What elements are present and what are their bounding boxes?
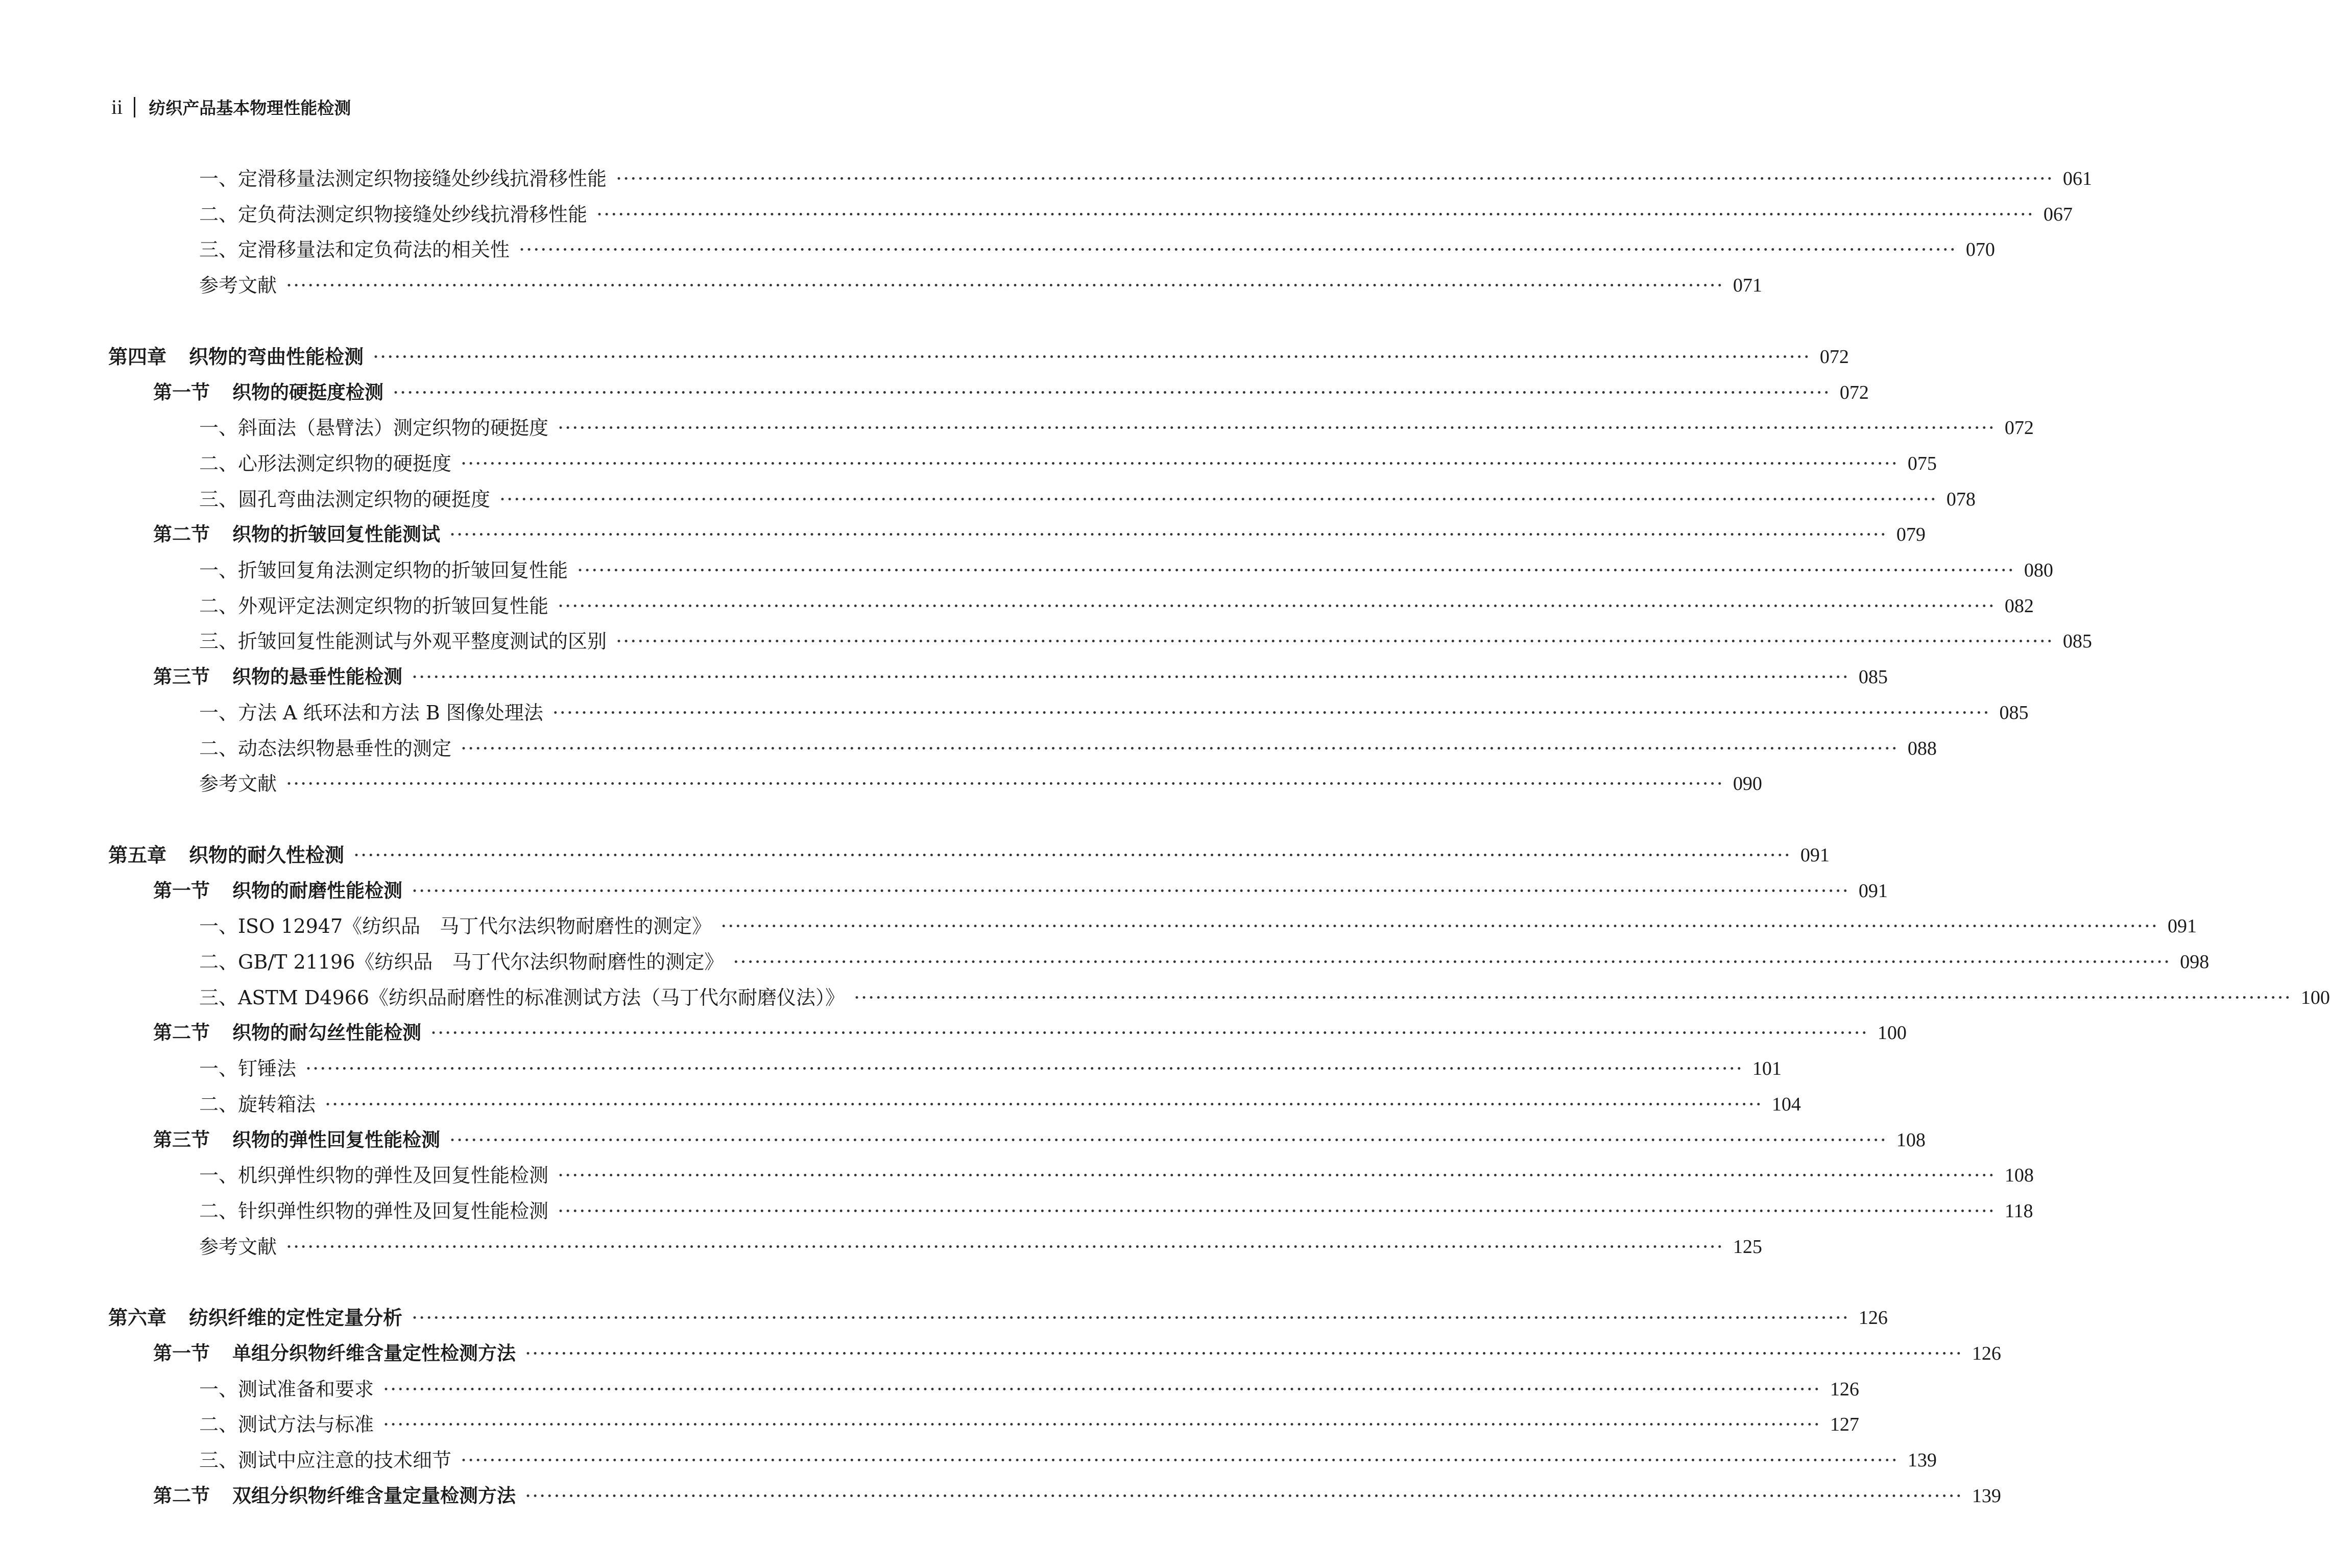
toc-entry-number: 三、 bbox=[199, 630, 238, 653]
toc-entry-label bbox=[108, 1302, 402, 1333]
toc-entry-label bbox=[108, 342, 364, 372]
toc-entry-number: 第二节 bbox=[153, 523, 210, 546]
toc-entry-label bbox=[153, 876, 402, 906]
dot-leader: ········································································································································································································ bbox=[449, 523, 1887, 546]
toc-item[interactable] bbox=[199, 199, 2073, 230]
dot-leader: ········································································································································································································ bbox=[412, 666, 1849, 689]
dot-leader: ········································································································································································································ bbox=[461, 452, 1899, 475]
toc-entry-label bbox=[199, 413, 548, 443]
toc-entry-label bbox=[153, 662, 402, 692]
toc-entry-title: ASTM D4966《纺织品耐磨性的标准测试方法（马丁代尔耐磨仪法）》 bbox=[238, 986, 845, 1009]
toc-entry-label bbox=[199, 911, 711, 942]
toc-page-number: 088 bbox=[1907, 737, 1937, 759]
dot-leader: ········································································································································································································ bbox=[393, 381, 1831, 404]
toc-entry-number: 一、 bbox=[199, 1164, 238, 1187]
toc-page-number: 075 bbox=[1907, 452, 1937, 474]
toc-item[interactable] bbox=[199, 1196, 2033, 1226]
toc-entry-label bbox=[153, 1125, 440, 1155]
dot-leader: ········································································································································································································ bbox=[286, 1235, 1724, 1258]
toc-entry-title: 织物的弹性回复性能检测 bbox=[232, 1128, 440, 1151]
toc-page-number: 125 bbox=[1733, 1236, 1762, 1258]
toc-page-number: 091 bbox=[1800, 844, 1830, 866]
toc-entry-label bbox=[199, 1089, 316, 1120]
toc-entry-title: 外观评定法测定织物的折皱回复性能 bbox=[238, 594, 549, 617]
toc-entry-title: 织物的耐磨性能检测 bbox=[232, 879, 402, 902]
toc-entry-number: 第三节 bbox=[153, 666, 210, 688]
toc-entry-title: 织物的耐勾丝性能检测 bbox=[232, 1022, 421, 1044]
toc-entry-label bbox=[199, 697, 543, 728]
toc-entry-number: 二、 bbox=[199, 594, 238, 617]
dot-leader: ········································································································································································································ bbox=[305, 1057, 1743, 1080]
toc-page-number: 098 bbox=[2180, 951, 2209, 973]
toc-page-number: 108 bbox=[1896, 1129, 1926, 1151]
toc-entry-label bbox=[108, 840, 344, 871]
toc-entry-title: 测试准备和要求 bbox=[238, 1378, 374, 1401]
book-title: 纺织产品基本物理性能检测 bbox=[149, 98, 351, 118]
toc-entry-number: 第一节 bbox=[153, 1342, 210, 1364]
toc-entry-title: 单组分织物纤维含量定性检测方法 bbox=[232, 1342, 516, 1364]
toc-entry-title: 定滑移量法和定负荷法的相关性 bbox=[238, 238, 510, 261]
toc-entry-title: 测试方法与标准 bbox=[238, 1413, 374, 1436]
toc-item[interactable] bbox=[199, 163, 2092, 194]
toc-page-number: 139 bbox=[1907, 1450, 1937, 1471]
toc-entry-label bbox=[199, 1053, 296, 1084]
toc-entry-number: 二、 bbox=[199, 452, 238, 475]
toc-entry-number: 第三节 bbox=[153, 1128, 210, 1151]
toc-entry-label bbox=[199, 234, 510, 265]
dot-leader: ········································································································································································································ bbox=[373, 345, 1811, 368]
dot-leader: ········································································································································································································ bbox=[616, 630, 2054, 653]
toc-entry-title: 旋转箱法 bbox=[238, 1093, 316, 1116]
toc-entry-title: ISO 12947《纺织品 马丁代尔法织物耐磨性的测定》 bbox=[238, 915, 712, 938]
toc-entry-title: 折皱回复性能测试与外观平整度测试的区别 bbox=[238, 630, 607, 653]
toc-page-number: 070 bbox=[1965, 239, 1995, 261]
toc-entry-label bbox=[153, 1481, 516, 1511]
toc-entry-number: 第一节 bbox=[153, 381, 210, 403]
toc-item[interactable] bbox=[199, 1445, 1937, 1476]
dot-leader: ········································································································································································································ bbox=[558, 417, 1996, 440]
toc-page-number: 085 bbox=[1858, 666, 1888, 688]
toc-entry-number: 三、 bbox=[199, 1449, 238, 1472]
toc-entry-label bbox=[199, 270, 277, 301]
toc-page-number: 078 bbox=[1946, 488, 1976, 510]
toc-page-number: 080 bbox=[2024, 560, 2053, 581]
toc-item[interactable] bbox=[199, 234, 1995, 265]
dot-leader: ········································································································································································································ bbox=[854, 986, 2292, 1009]
toc-page-number: 085 bbox=[1999, 702, 2029, 723]
toc-entry-number: 二、 bbox=[199, 951, 238, 973]
toc-entry-number: 第一节 bbox=[153, 879, 210, 902]
toc-entry-number: 一、 bbox=[199, 701, 238, 724]
toc-page-number: 079 bbox=[1896, 524, 1926, 546]
toc-entry-title: 测试中应注意的技术细节 bbox=[238, 1449, 452, 1472]
toc-entry-title: 织物的折皱回复性能测试 bbox=[232, 523, 440, 546]
dot-leader: ········································································································································································································ bbox=[558, 594, 1996, 617]
toc-item[interactable] bbox=[199, 982, 2330, 1013]
toc-entry-number: 三、 bbox=[199, 238, 238, 261]
toc-chapter[interactable] bbox=[108, 840, 1830, 871]
toc-page-number: 126 bbox=[1830, 1378, 1859, 1400]
toc-entry-number: 一、 bbox=[199, 167, 238, 190]
toc-item[interactable] bbox=[199, 697, 2029, 728]
dot-leader: ········································································································································································································ bbox=[558, 1164, 1996, 1187]
toc-entry-label bbox=[153, 1018, 421, 1048]
toc-page-number: 071 bbox=[1733, 275, 1762, 297]
toc-item[interactable] bbox=[199, 1089, 1801, 1120]
dot-leader: ········································································································································································································ bbox=[383, 1413, 1821, 1436]
toc-page-number: 067 bbox=[2043, 203, 2073, 225]
toc-entry-title: 定滑移量法测定织物接缝处纱线抗滑移性能 bbox=[238, 167, 607, 190]
toc-entry-title: 斜面法（悬臂法）测定织物的硬挺度 bbox=[238, 417, 549, 440]
toc-page-number: 118 bbox=[2004, 1200, 2033, 1222]
dot-leader: ········································································································································································································ bbox=[412, 1307, 1849, 1330]
toc-entry-label bbox=[199, 982, 845, 1013]
dot-leader: ········································································································································································································ bbox=[720, 915, 2159, 938]
toc-entry-number: 一、 bbox=[199, 1057, 238, 1080]
toc-page-number: 126 bbox=[1972, 1343, 2001, 1364]
toc-entry-label bbox=[153, 519, 440, 550]
toc-entry-title: 织物的弯曲性能检测 bbox=[189, 345, 364, 368]
toc-entry-title: 纺织纤维的定性定量分析 bbox=[189, 1306, 403, 1330]
toc-section[interactable] bbox=[153, 519, 1926, 550]
toc-chapter[interactable] bbox=[108, 342, 1849, 372]
toc-item[interactable] bbox=[199, 555, 2053, 586]
toc-entry-label bbox=[153, 1338, 516, 1369]
dot-leader: ········································································································································································································ bbox=[286, 773, 1724, 795]
toc-entry-title: 钉锤法 bbox=[238, 1057, 297, 1080]
toc-page-number: 091 bbox=[1858, 880, 1888, 902]
dot-leader: ········································································································································································································ bbox=[577, 559, 2015, 582]
toc-entry-number: 二、 bbox=[199, 1093, 238, 1116]
toc-entry-title: 针织弹性织物的弹性及回复性能检测 bbox=[238, 1199, 549, 1222]
toc-entry-label bbox=[199, 1232, 277, 1262]
dot-leader: ········································································································································································································ bbox=[552, 701, 1990, 724]
toc-entry-number: 第五章 bbox=[108, 843, 167, 866]
toc-entry-label bbox=[199, 1160, 548, 1191]
toc-item[interactable] bbox=[199, 413, 2034, 443]
dot-leader: ········································································································································································································ bbox=[286, 274, 1724, 297]
toc-entry-label bbox=[199, 591, 548, 621]
dot-leader: ········································································································································································································ bbox=[325, 1093, 1763, 1116]
toc-entry-label bbox=[199, 555, 568, 586]
toc-entry-label bbox=[199, 163, 607, 194]
toc-page-number: 090 bbox=[1733, 773, 1762, 795]
toc-entry-number: 第二节 bbox=[153, 1022, 210, 1044]
toc-section[interactable] bbox=[153, 1018, 1907, 1048]
dot-leader: ········································································································································································································ bbox=[616, 167, 2054, 190]
toc-entry-title: 动态法织物悬垂性的测定 bbox=[238, 737, 452, 760]
toc-entry-label bbox=[199, 1409, 374, 1440]
toc-page-number: 082 bbox=[2004, 595, 2034, 617]
toc-entry-number: 二、 bbox=[199, 1413, 238, 1436]
toc-page-number: 091 bbox=[2168, 915, 2197, 937]
toc-page-number: 072 bbox=[2004, 417, 2034, 439]
dot-leader: ········································································································································································································ bbox=[412, 879, 1849, 902]
toc-item[interactable] bbox=[199, 591, 2034, 621]
toc-entry-label bbox=[199, 626, 607, 657]
toc-entry-label bbox=[199, 1196, 548, 1226]
dot-leader: ········································································································································································································ bbox=[353, 843, 1791, 866]
toc-page-number: 101 bbox=[1752, 1058, 1782, 1080]
toc-entry-title: 圆孔弯曲法测定织物的硬挺度 bbox=[238, 488, 491, 511]
toc-item[interactable] bbox=[199, 1053, 1782, 1084]
toc-chapter[interactable] bbox=[108, 1302, 1888, 1333]
toc-item[interactable] bbox=[199, 947, 2209, 977]
toc-entry-number: 二、 bbox=[199, 203, 238, 226]
dot-leader: ········································································································································································································ bbox=[449, 1128, 1887, 1151]
running-header bbox=[111, 95, 351, 119]
toc-entry-number: 二、 bbox=[199, 737, 238, 760]
toc-entry-number: 一、 bbox=[199, 1378, 238, 1401]
toc-page-number: 085 bbox=[2062, 631, 2092, 653]
toc-page-number: 061 bbox=[2062, 168, 2092, 189]
toc-entry-title: GB/T 21196《纺织品 马丁代尔法织物耐磨性的测定》 bbox=[238, 951, 724, 973]
toc-section[interactable] bbox=[153, 1481, 2001, 1511]
toc-page-number: 104 bbox=[1771, 1093, 1801, 1115]
toc-entry-number: 第六章 bbox=[108, 1306, 167, 1330]
dot-leader: ········································································································································································································ bbox=[525, 1484, 1963, 1507]
toc-section[interactable] bbox=[153, 876, 1888, 906]
toc-entry-number: 一、 bbox=[199, 417, 238, 440]
toc-item[interactable] bbox=[199, 270, 1762, 301]
dot-leader: ········································································································································································································ bbox=[430, 1022, 1868, 1045]
toc-entry-title: 机织弹性织物的弹性及回复性能检测 bbox=[238, 1164, 549, 1187]
toc-entry-label bbox=[199, 733, 451, 764]
dot-leader: ········································································································································································································ bbox=[525, 1342, 1963, 1365]
toc-item[interactable] bbox=[199, 448, 1937, 479]
toc-item[interactable] bbox=[199, 1160, 2034, 1191]
toc-entry-title: 织物的硬挺度检测 bbox=[232, 381, 383, 403]
dot-leader: ········································································································································································································ bbox=[461, 1449, 1899, 1472]
toc-entry-number: 二、 bbox=[199, 1199, 238, 1222]
page-number: ii bbox=[111, 95, 123, 118]
toc-item[interactable] bbox=[199, 1374, 1859, 1405]
toc-entry-title: 双组分织物纤维含量定量检测方法 bbox=[232, 1484, 516, 1507]
toc-section[interactable] bbox=[153, 377, 1869, 408]
toc-entry-label bbox=[199, 768, 277, 799]
toc-page-number: 139 bbox=[1972, 1485, 2001, 1507]
toc-entry-label bbox=[199, 947, 724, 977]
toc-page-number: 072 bbox=[1839, 381, 1869, 403]
toc-entry-label bbox=[199, 1445, 451, 1476]
toc-item[interactable] bbox=[199, 626, 2092, 657]
toc-entry-number: 三、 bbox=[199, 488, 238, 511]
toc-entry-title: 参考文献 bbox=[199, 1235, 277, 1258]
toc-entry-label bbox=[199, 1374, 374, 1405]
toc-entry-number: 一、 bbox=[199, 559, 238, 582]
toc-page-number: 100 bbox=[2300, 986, 2330, 1008]
toc-page-number: 126 bbox=[1858, 1307, 1888, 1329]
toc-entry-number: 一、 bbox=[199, 915, 238, 938]
toc-entry-label bbox=[153, 377, 383, 408]
toc-item[interactable] bbox=[199, 1232, 1762, 1262]
toc-page-number: 072 bbox=[1819, 346, 1849, 368]
toc-section[interactable] bbox=[153, 1125, 1926, 1155]
toc-entry-title: 参考文献 bbox=[199, 274, 277, 297]
toc-entry-title: 方法 A 纸环法和方法 B 图像处理法 bbox=[238, 701, 543, 724]
toc-entry-label bbox=[199, 448, 451, 479]
toc-entry-label bbox=[199, 484, 490, 515]
dot-leader: ········································································································································································································ bbox=[383, 1378, 1821, 1401]
toc-entry-number: 三、 bbox=[199, 986, 238, 1009]
toc-item[interactable] bbox=[199, 484, 1976, 515]
dot-leader: ········································································································································································································ bbox=[596, 203, 2034, 226]
dot-leader: ········································································································································································································ bbox=[519, 238, 1957, 261]
toc-page-number: 108 bbox=[2004, 1165, 2034, 1187]
toc-entry-title: 织物的悬垂性能检测 bbox=[232, 666, 402, 688]
toc-entry-title: 织物的耐久性检测 bbox=[189, 843, 345, 866]
toc-entry-title: 参考文献 bbox=[199, 773, 277, 795]
toc-entry-label bbox=[199, 199, 587, 230]
toc-entry-title: 折皱回复角法测定织物的折皱回复性能 bbox=[238, 559, 568, 582]
toc-page-number: 100 bbox=[1877, 1022, 1907, 1044]
toc-entry-title: 心形法测定织物的硬挺度 bbox=[238, 452, 452, 475]
dot-leader: ········································································································································································································ bbox=[733, 951, 2171, 973]
toc-entry-number: 第四章 bbox=[108, 345, 167, 368]
toc-page-number: 127 bbox=[1830, 1414, 1859, 1436]
toc-item[interactable] bbox=[199, 733, 1937, 764]
toc-item[interactable] bbox=[199, 768, 1762, 799]
header-divider bbox=[134, 97, 135, 117]
toc-section[interactable] bbox=[153, 662, 1888, 692]
dot-leader: ········································································································································································································ bbox=[499, 488, 1937, 511]
toc-entry-number: 第二节 bbox=[153, 1484, 210, 1507]
toc-section[interactable] bbox=[153, 1338, 2001, 1369]
dot-leader: ········································································································································································································ bbox=[558, 1199, 1996, 1222]
toc-item[interactable] bbox=[199, 911, 2197, 942]
toc-item[interactable] bbox=[199, 1409, 1859, 1440]
dot-leader: ········································································································································································································ bbox=[461, 737, 1899, 760]
toc-entry-title: 定负荷法测定织物接缝处纱线抗滑移性能 bbox=[238, 203, 588, 226]
